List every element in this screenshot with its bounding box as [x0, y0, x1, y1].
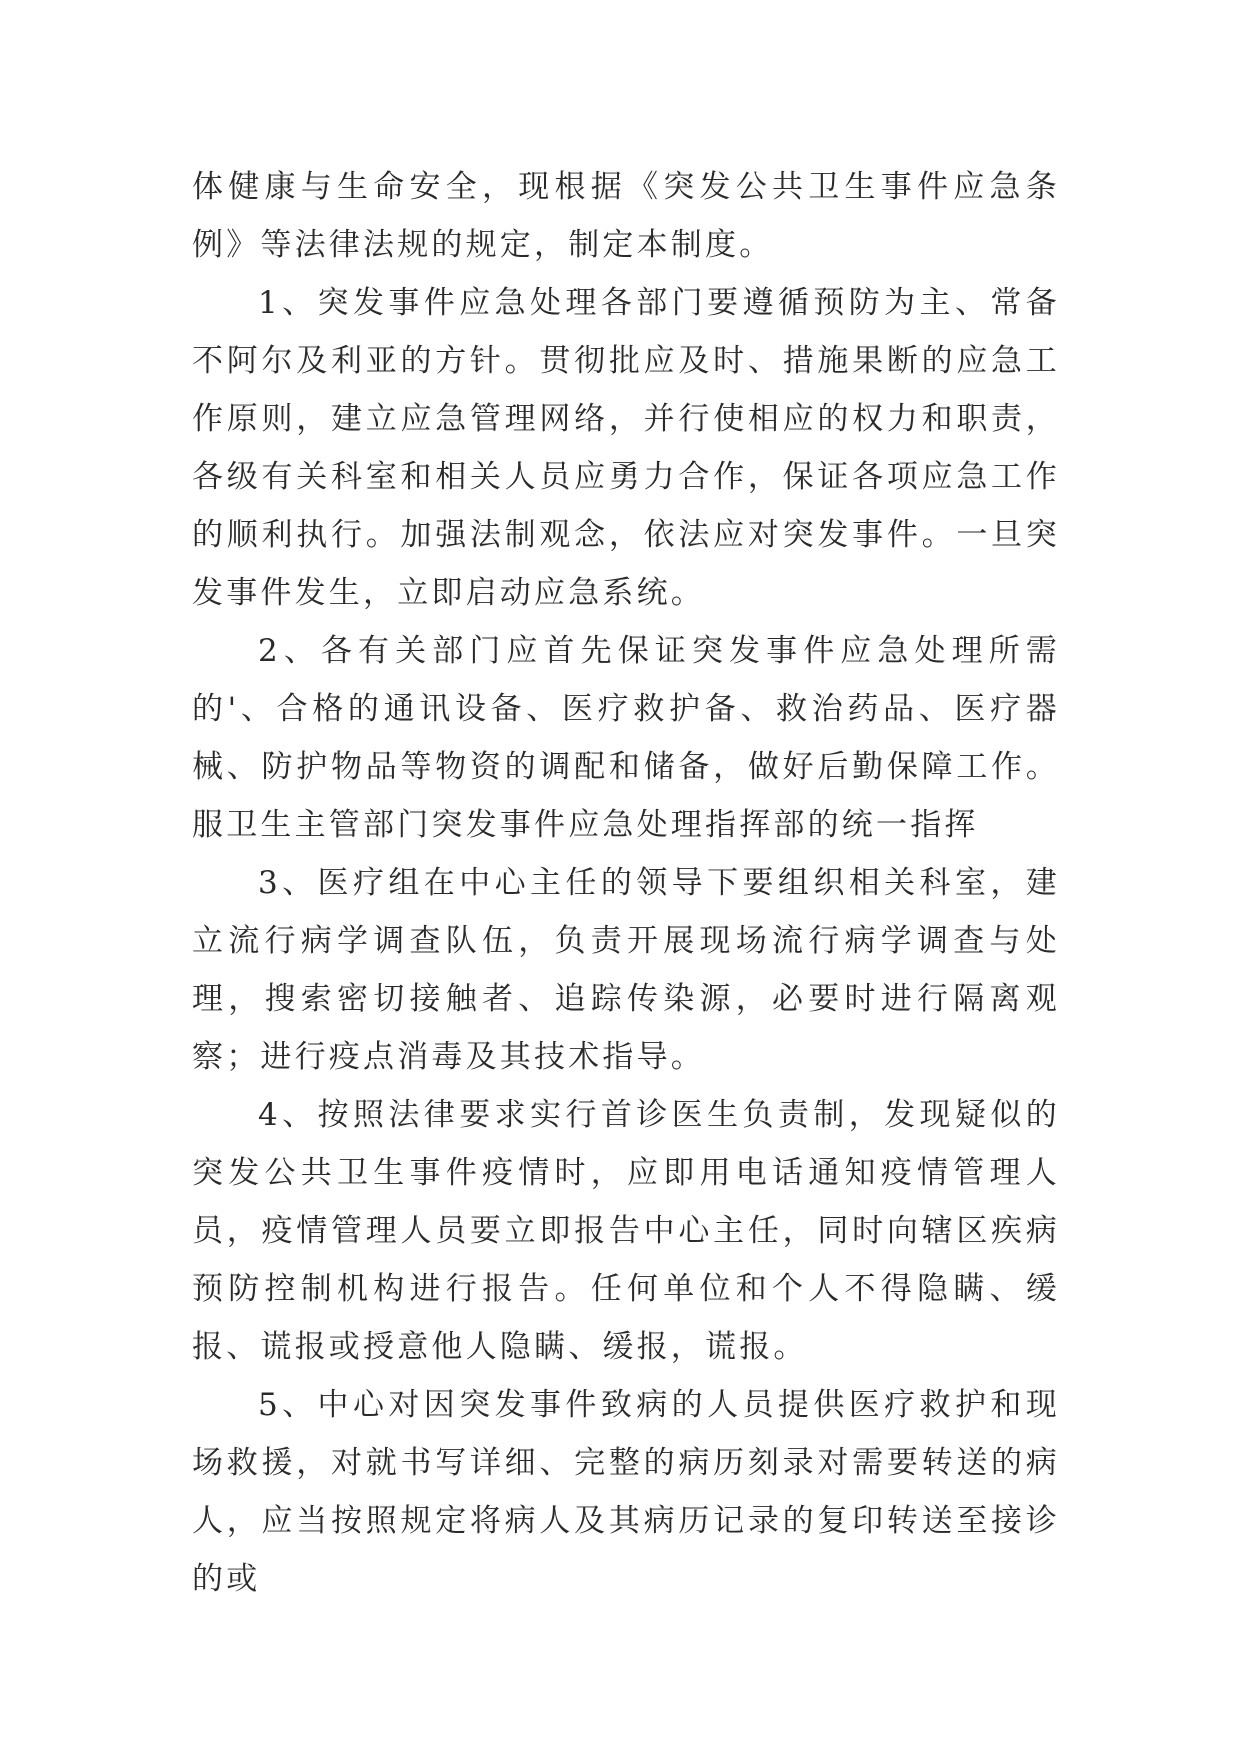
paragraph-item-5: 5、中心对因突发事件致病的人员提供医疗救护和现场救援，对就书写详细、完整的病历刻录对需要转送的病人，应当按照规定将病人及其病历记录的复印转送至接诊的或: [192, 1387, 1060, 1597]
paragraph-item-3: 3、医疗组在中心主任的领导下要组织相关科室，建立流行病学调查队伍，负责开展现场流行病学调查与处理，搜索密切接触者、追踪传染源，必要时进行隔离观察；进行疫点消毒及其技术指导。: [192, 865, 1060, 1075]
paragraph-item-2: 2、各有关部门应首先保证突发事件应急处理所需的'、合格的通讯设备、医疗救护备、救治药品、医疗器械、防护物品等物资的调配和储备，做好后勤保障工作。服卫生主管部门突发事件应急处理指挥部的统一指挥: [192, 633, 1060, 843]
document-body: [192, 158, 1060, 1608]
paragraph-intro-continued: 体健康与生命安全，现根据《突发公共卫生事件应急条例》等法律法规的规定，制定本制度。: [192, 169, 1060, 263]
paragraph-item-4: 4、按照法律要求实行首诊医生负责制，发现疑似的突发公共卫生事件疫情时，应即用电话通知疫情管理人员，疫情管理人员要立即报告中心主任，同时向辖区疾病预防控制机构进行报告。任何单位和个人不得隐瞒、缓报、谎报或授意他人隐瞒、缓报，谎报。: [192, 1097, 1060, 1365]
paragraph-item-1: 1、突发事件应急处理各部门要遵循预防为主、常备不阿尔及利亚的方针。贯彻批应及时、措施果断的应急工作原则，建立应急管理网络，并行使相应的权力和职责，各级有关科室和相关人员应勇力合作，保证各项应急工作的顺利执行。加强法制观念，依法应对突发事件。一旦突发事件发生，立即启动应急系统。: [192, 285, 1060, 611]
